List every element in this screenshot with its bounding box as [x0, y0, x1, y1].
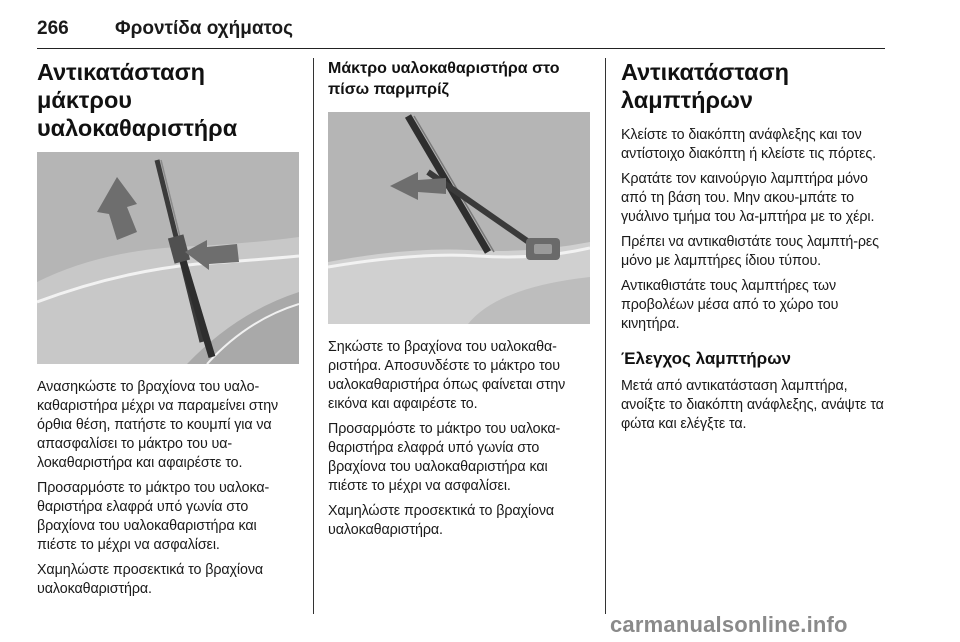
page-header [37, 14, 885, 49]
col2-paragraph-1: Σηκώστε το βραχίονα του υαλοκαθα-ριστήρα. Αποσυνδέστε το μάκτρο του υαλοκαθαριστήρα όπως φαίνεται στην εικόνα και αφαιρέστε το. [328, 339, 566, 412]
column-divider-2 [605, 58, 606, 614]
section-title-rear-wiper-blade: Μάκτρο υαλοκαθαριστήρα στο πίσω παρμπρίζ [328, 60, 560, 98]
column-divider-1 [313, 58, 314, 614]
col1-paragraph-1: Ανασηκώστε το βραχίονα του υαλο-καθαριστήρα μέχρι να παραμείνει στην όρθια θέση, πατήστε το κουμπί για να απασφαλίσει το μάκτρο του υα-λοκαθαριστήρα και αφαιρέστε το. [37, 379, 279, 471]
col2-paragraph-2: Προσαρμόστε το μάκτρο του υαλοκα-θαριστήρα ελαφρά υπό γωνία στο βραχίονα του υαλοκαθαριστήρα και πιέστε το μέχρι να ασφαλίσει. [328, 421, 561, 494]
column-rear-wiper [328, 58, 590, 546]
col3-paragraph-4: Αντικαθιστάτε τους λαμπτήρες των προβολέων μέσα από το χώρο του κινητήρα. [621, 278, 839, 332]
col3-paragraph-1: Κλείστε το διακόπτη ανάφλεξης και τον αντίστοιχο διακόπτη ή κλείστε τις πόρτες. [621, 127, 877, 162]
col1-paragraph-3: Χαμηλώστε προσεκτικά το βραχίονα υαλοκαθαριστήρα. [37, 562, 264, 597]
watermark: carmanualsonline.info [610, 612, 848, 637]
column-bulb-replacement [621, 58, 889, 440]
section-subtitle-bulb-check: Έλεγχος λαμπτήρων [621, 349, 792, 368]
col3-paragraph-3: Πρέπει να αντικαθιστάτε τους λαμπτή-ρες μόνο με λαμπτήρες ίδιου τύπου. [621, 234, 879, 269]
col3-sub-paragraph-1: Μετά από αντικατάσταση λαμπτήρα, ανοίξτε το διακόπτη ανάφλεξης, ανάψτε τα φώτα και ελέγξτε τα. [621, 378, 884, 432]
rear-wiper-illustration [328, 112, 590, 324]
front-wiper-illustration [37, 152, 299, 364]
running-title: Φροντίδα οχήματος [115, 18, 293, 39]
column-front-wiper [37, 58, 299, 605]
page-number: 266 [37, 18, 69, 39]
col3-paragraph-2: Κρατάτε τον καινούργιο λαμπτήρα μόνο από τη βάση του. Μην ακου-μπάτε το γυάλινο τμήμα του λα-μπτήρα με το χέρι. [621, 171, 875, 225]
section-title-bulb-replacement: Αντικατάσταση λαμπτήρων [621, 59, 790, 113]
col2-paragraph-3: Χαμηλώστε προσεκτικά το βραχίονα υαλοκαθαριστήρα. [328, 503, 555, 538]
col1-paragraph-2: Προσαρμόστε το μάκτρο του υαλοκα-θαριστήρα ελαφρά υπό γωνία στο βραχίονα του υαλοκαθαριστήρα και πιέστε το μέχρι να ασφαλίσει. [37, 480, 270, 553]
section-title-wiper-blade-replacement: Αντικατάσταση μάκτρου υαλοκαθαριστήρα [37, 59, 238, 141]
